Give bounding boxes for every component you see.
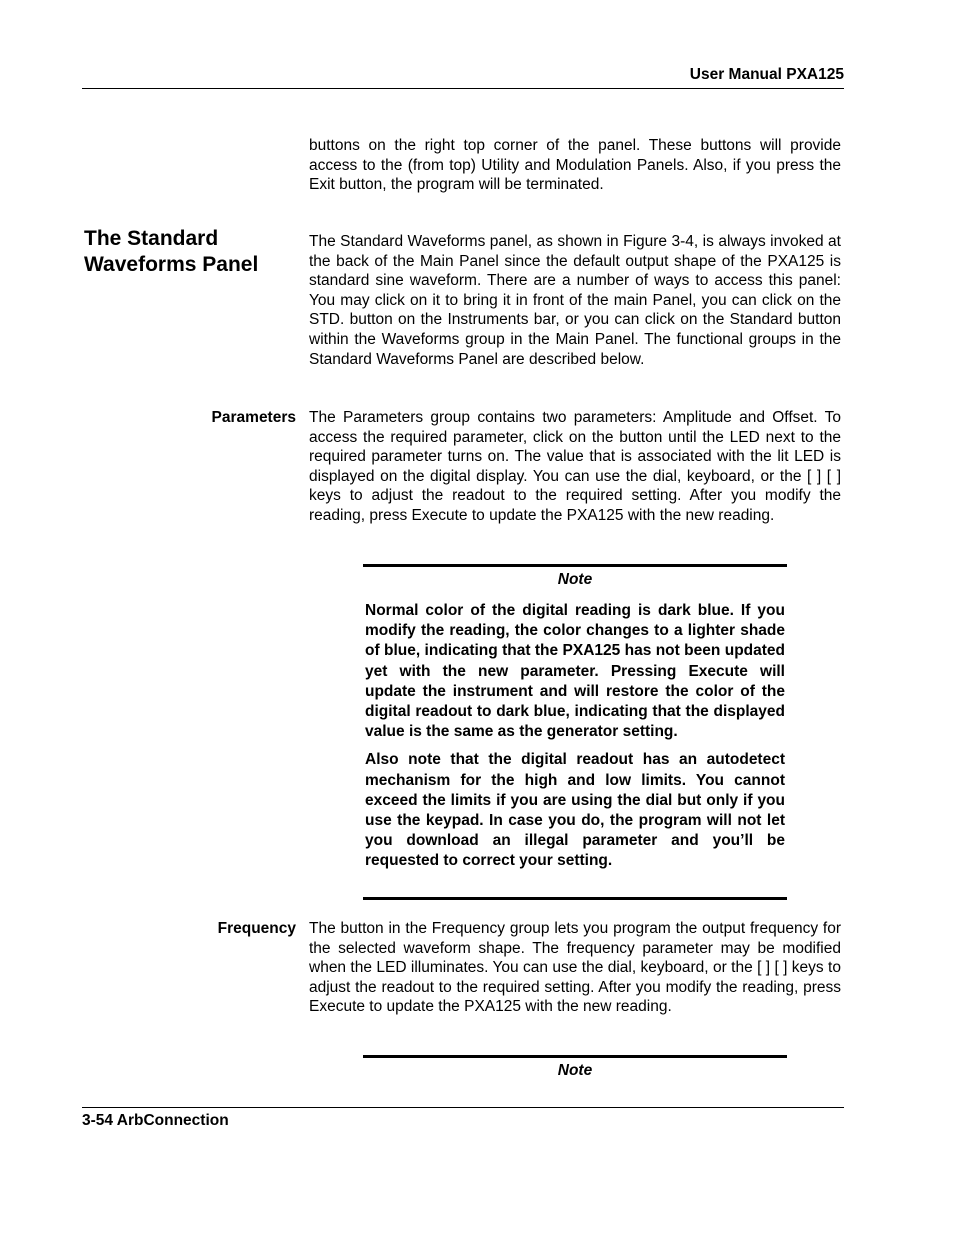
frequency-paragraph: The button in the Frequency group lets you program the output frequency for the selected waveform shape. The frequency parameter may be modified when the LED illuminates. You can use the dial, keyboard, or the [ ] [ ] keys to adjust the readout to the required setting. After you modify the reading, press Execute to update the PXA125 with the new reading. [309, 920, 841, 1016]
note-title: Note [557, 571, 593, 588]
frequency-label: Frequency [217, 920, 296, 937]
parameters-paragraph: The Parameters group contains two parameters: Amplitude and Offset. To access the required parameter, click on the button until the LED next to the required parameter turns on. The value that is associated with the lit LED is displayed on the digital display. You can use the dial, keyboard, or the [ ] [ ] keys to adjust the readout to the required setting. After you modify the reading, press Execute to update the PXA125 with the new reading. [309, 409, 841, 524]
note-paragraph: Also note that the digital readout has an autodetect mechanism for the high and low limits. You cannot exceed the limits if you are using the dial but only if you use the keypad. In case you do, the program will not let you download an illegal parameter and you’ll be requested to correct your setting. [365, 751, 785, 870]
page-footer: 3-54 ArbConnection [82, 1107, 844, 1130]
section-heading: The Standard Waveforms Panel [84, 227, 259, 276]
parameters-label: Parameters [211, 409, 296, 426]
section-paragraph: The Standard Waveforms panel, as shown in Figure 3-4, is always invoked at the back of the Main Panel since the default output shape of the PXA125 is standard sine waveform. There are a number of ways to access this panel: You may click on it to bring it in front of the main Panel, you can click on the STD. button on the Instruments bar, or you can click on the Standard button within the Waveforms group in the Main Panel. The functional groups in the Standard Waveforms Panel are described below. [309, 233, 841, 368]
note-paragraph: Normal color of the digital reading is dark blue. If you modify the reading, the color changes to a lighter shade of blue, indicating that the PXA125 has not been updated yet with the new parameter. Pressing Execute will update the instrument and will restore the color of the digital readout to dark blue, indicating that the displayed value is the same as the generator setting. [365, 602, 785, 741]
note-box [363, 1055, 787, 1082]
page-header: User Manual PXA125 [82, 66, 844, 89]
note-box [363, 564, 787, 900]
note-title: Note [557, 1062, 593, 1079]
intro-paragraph: buttons on the right top corner of the panel. These buttons will provide access to the (from top) Utility and Modulation Panels. Also, if you press the Exit button, the program will be terminated. [309, 137, 841, 194]
